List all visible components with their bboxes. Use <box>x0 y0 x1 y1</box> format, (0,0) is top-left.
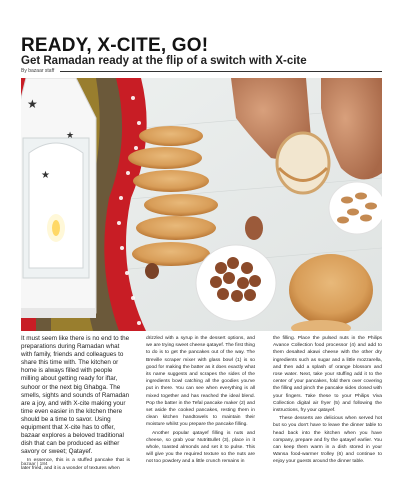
article-column-3 <box>273 335 382 467</box>
body-paragraph: These desserts are delicious when served hot but so you don't have to leave the dinner table to head back into the kitchen when you have company, prepare and fry the qatayef earlier. You can keep them warm in a dish stored in your Wansa food-warmer trolley (6) and continue to enjoy your guests around the dinner table. <box>273 416 382 465</box>
byline-rule <box>60 71 382 72</box>
nut-icon <box>245 216 263 240</box>
nut-icon <box>145 263 159 279</box>
page-footer: bazaar | 184 <box>21 462 48 467</box>
intro-paragraph: It must seem like there is no end to the preparations during Ramadan what with family, friends and colleagues to share this time with. The kitchen or home is always filled with people milling about getting ready for iftar, suhoor or the next big Ghabga. The smells, sights and sounds of Ramadan are a joy, and with X-cite making your time even easier in the kitchen there should be a time to savor. Using equipment that X-cite has to offer, bazaar explores a beloved traditional dish that can be produced as either savory or sweet; Qatayef. <box>21 335 130 456</box>
pancake-icon <box>289 254 373 326</box>
body-paragraph: In essence, this is a stuffed pancake that is later fried, and it is a wonder of textures when <box>21 458 130 471</box>
byline: By bazaar staff <box>21 68 55 74</box>
body-paragraph: Another popular qatayef filling is nuts and cheese, so grab your NutriBullet (3), place in it whole, toasted almonds and set it to pulse. This will give you the required texture so the nuts are not too powdery and a little crunch remains in <box>146 430 255 465</box>
body-paragraph: the filling. Place the pulsed nuts in the Philips Avance Collection food processor (4) and add to them desalted akawi cheese with the other dry ingredients such as sugar and a little mozzarella, and then add a splash of orange blossom and rose water. Next, take your stuffing add it to the center of your pancakes, fold them over covering the filling and pinch the pancake sides closed with your fingers. Take these to your Philips Viva Collection digital air fryer (5) and following the instructions, fry your qatayef. <box>273 336 382 414</box>
body-paragraph: drizzled with a syrup in the dessert options, and we are trying sweet cheese qatayef. The first thing to do is to get the pancakes out of the way. The Breville scraper mixer with glass bowl (1) is so good for making the batter as it does exactly what its name suggests and scrapes the sides of the ingredients bowl catching all the goodies you've put in there. You can see when everything is all mixed together and has reached the ideal blend. Pop the batter in the Tefal pancake maker (2) and set aside the cooked pancakes, resting them in clean kitchen handtowels to maintain their moisture whilst you prepare the pancake filling. <box>146 336 255 428</box>
svg-text:★: ★ <box>27 97 38 111</box>
svg-text:★: ★ <box>66 131 75 141</box>
article-column-2 <box>146 335 255 467</box>
nut-bowl-icon <box>329 182 382 234</box>
subheadline: Get Ramadan ready at the flip of a switch with X-cite <box>21 55 307 67</box>
hero-photo <box>21 78 382 331</box>
lantern-icon <box>21 78 96 318</box>
article-column-1 <box>21 335 130 473</box>
svg-text:★: ★ <box>41 170 50 181</box>
nut-bowl-icon <box>196 245 276 321</box>
headline: READY, X-CITE, GO! <box>21 35 209 56</box>
